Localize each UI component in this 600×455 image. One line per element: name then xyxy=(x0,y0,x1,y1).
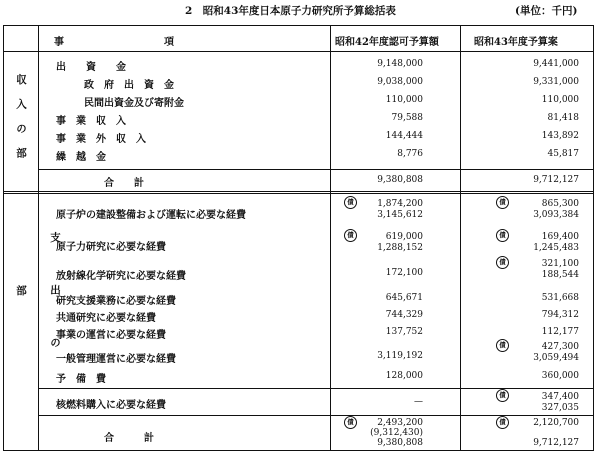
row-fuel-c2a: 347,400 xyxy=(541,392,579,402)
debt-marker-icon: 債 xyxy=(496,389,509,402)
row-carryover-c2: 45,817 xyxy=(547,149,579,159)
row-investment-c1: 9,148,000 xyxy=(377,59,423,69)
row-revenue-total-label: 合 計 xyxy=(104,178,144,189)
row-operations-label: 事業の運営に必要な経費 xyxy=(56,330,166,341)
row-nonbusiness-c1: 144,444 xyxy=(385,131,423,141)
row-private-c1: 110,000 xyxy=(385,95,423,105)
revenue-total-rule xyxy=(38,169,593,170)
row-research-c2b: 1,245,483 xyxy=(533,243,579,253)
row-radiation-c1: 172,100 xyxy=(385,268,423,278)
row-operations-c1: 137,752 xyxy=(385,327,423,337)
row-support-c1: 645,671 xyxy=(385,293,423,303)
row-joint-c1: 744,329 xyxy=(385,310,423,320)
row-admin-label: 一般管理運営に必要な経費 xyxy=(56,354,176,365)
debt-marker-icon: 債 xyxy=(496,196,509,209)
row-reserve-label: 予 備 費 xyxy=(56,374,106,385)
row-research-c1a: 619,000 xyxy=(385,232,423,242)
row-expense-total-c1c: 9,380,808 xyxy=(377,438,423,448)
row-expense-total-c1a: 2,493,200 xyxy=(377,418,423,428)
budget-table xyxy=(3,25,594,451)
header-col2: 昭和43年度予算案 xyxy=(474,37,558,48)
row-admin-c2a: 427,300 xyxy=(541,342,579,352)
row-gov-c2: 9,331,000 xyxy=(533,77,579,87)
section-separator xyxy=(4,191,593,194)
row-radiation-c2a: 321,100 xyxy=(541,259,579,269)
row-nonbusiness-label: 事 業 外 収 入 xyxy=(56,134,146,145)
fuel-row-rule xyxy=(38,388,593,389)
row-fuel-label: 核燃料購入に必要な経費 xyxy=(56,400,166,411)
row-expense-total-c2a: 2,120,700 xyxy=(533,418,579,428)
table-title: 2 昭和43年度日本原子力研究所予算総括表 xyxy=(185,5,396,17)
row-reactor-c2b: 3,093,384 xyxy=(533,210,579,220)
row-business-c1: 79,588 xyxy=(391,113,423,123)
expense-total-rule xyxy=(38,415,593,416)
row-gov-c1: 9,038,000 xyxy=(377,77,423,87)
row-reactor-c2a: 865,300 xyxy=(541,199,579,209)
row-admin-c1: 3,119,192 xyxy=(377,351,423,361)
debt-marker-icon: 債 xyxy=(344,229,357,242)
debt-marker-icon: 債 xyxy=(344,196,357,209)
row-joint-c2: 794,312 xyxy=(541,310,579,320)
row-carryover-c1: 8,776 xyxy=(397,149,423,159)
row-private-c2: 110,000 xyxy=(541,95,579,105)
row-reactor-c1a: 1,874,200 xyxy=(377,199,423,209)
row-carryover-label: 繰 越 金 xyxy=(56,152,106,163)
row-business-label: 事 業 収 入 xyxy=(56,116,126,127)
row-research-c1b: 1,288,152 xyxy=(377,243,423,253)
row-admin-c2b: 3,059,494 xyxy=(533,353,579,363)
row-expense-total-c2c: 9,712,127 xyxy=(533,438,579,448)
section-expense-text: 支出の部 xyxy=(15,232,61,390)
row-radiation-label: 放射線化学研究に必要な経費 xyxy=(56,271,186,282)
row-joint-label: 共通研究に必要な経費 xyxy=(56,313,156,324)
row-expense-total-label: 合 計 xyxy=(104,433,154,444)
row-investment-c2: 9,441,000 xyxy=(533,59,579,69)
debt-marker-icon: 債 xyxy=(496,416,509,429)
header-rule xyxy=(4,51,593,52)
row-revenue-total-c2: 9,712,127 xyxy=(533,175,579,185)
row-revenue-total-c1: 9,380,808 xyxy=(377,175,423,185)
row-support-label: 研究支援業務に必要な経費 xyxy=(56,296,176,307)
section-revenue-label xyxy=(4,68,38,178)
row-expense-total-c1b: (9,312,430) xyxy=(370,428,423,438)
row-business-c2: 81,418 xyxy=(547,113,579,123)
row-support-c2: 531,668 xyxy=(541,293,579,303)
row-research-c2a: 169,400 xyxy=(541,232,579,242)
row-gov-label: 政 府 出 資 金 xyxy=(84,80,174,91)
header-item: 事 項 xyxy=(54,37,174,48)
header-col1: 昭和42年度認可予算額 xyxy=(335,37,439,48)
debt-marker-icon: 債 xyxy=(496,339,509,352)
row-private-label: 民間出資金及び寄附金 xyxy=(84,98,184,109)
table-title-bar xyxy=(0,3,600,17)
row-research-label: 原子力研究に必要な経費 xyxy=(56,242,166,253)
debt-marker-icon: 債 xyxy=(496,256,509,269)
debt-marker-icon: 債 xyxy=(496,229,509,242)
section-revenue-text: 収入の部 xyxy=(15,74,27,172)
row-operations-c2: 112,177 xyxy=(541,327,579,337)
section-expense-label xyxy=(4,211,61,411)
row-reserve-c2: 360,000 xyxy=(541,371,579,381)
row-radiation-c2b: 188,544 xyxy=(541,270,579,280)
row-fuel-c1: — xyxy=(414,397,423,407)
row-investment-label: 出 資 金 xyxy=(56,62,126,73)
col-divider-2 xyxy=(460,26,461,450)
row-reactor-c1b: 3,145,612 xyxy=(377,210,423,220)
row-fuel-c2b: 327,035 xyxy=(541,403,579,413)
debt-marker-icon: 債 xyxy=(344,416,357,429)
unit-label: (単位：千円) xyxy=(515,5,578,17)
row-nonbusiness-c2: 143,892 xyxy=(541,131,579,141)
row-reactor-label: 原子炉の建設整備および運転に必要な経費 xyxy=(56,210,246,221)
row-reserve-c1: 128,000 xyxy=(385,371,423,381)
